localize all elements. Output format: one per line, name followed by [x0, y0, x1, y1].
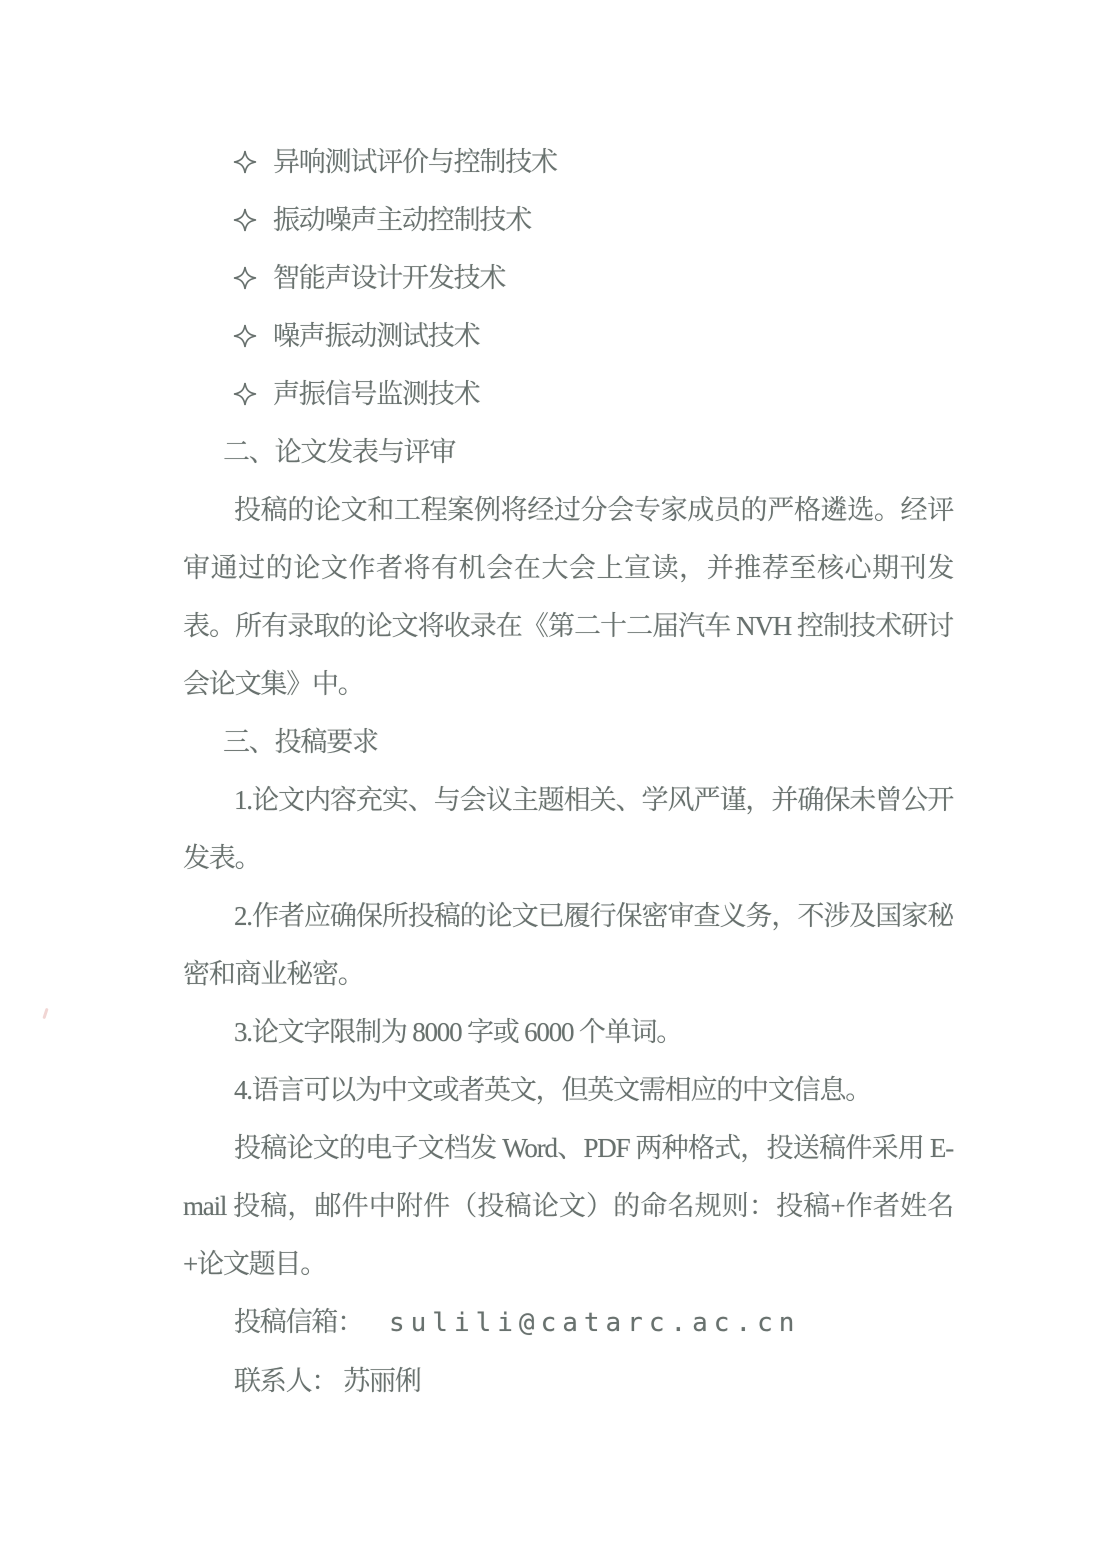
contact-row [183, 1352, 953, 1410]
requirement-item-3: 3.论文字限制为 8000 字或 6000 个单词。 [234, 1017, 683, 1047]
topic-item [183, 249, 953, 307]
topic-label: 智能声设计开发技术 [273, 263, 506, 293]
topic-label: 声振信号监测技术 [273, 379, 480, 409]
section-heading-review: 二、论文发表与评审 [223, 437, 456, 467]
topic-label: 噪声振动测试技术 [273, 321, 480, 351]
topic-item [183, 307, 953, 365]
topic-label: 异响测试评价与控制技术 [273, 147, 557, 177]
topic-item [183, 191, 953, 249]
section-heading-requirements: 三、投稿要求 [223, 727, 378, 757]
four-pointed-star-icon [233, 150, 257, 174]
four-pointed-star-icon [233, 266, 257, 290]
requirement-item-1: 1.论文内容充实、与会议主题相关、学风严谨，并确保未曾公开发表。 [183, 785, 953, 873]
topic-list [183, 133, 953, 423]
email-row [183, 1293, 953, 1352]
topic-item [183, 133, 953, 191]
requirement-item-2: 2.作者应确保所投稿的论文已履行保密审查义务，不涉及国家秘密和商业秘密。 [183, 901, 953, 989]
review-paragraph: 投稿的论文和工程案例将经过分会专家成员的严格遴选。经评审通过的论文作者将有机会在大会上宣读，并推荐至核心期刊发表。所有录取的论文将收录在《第二十二届汽车 NVH 控制技术研讨会论文集》中。 [183, 495, 953, 699]
contact-label: 联系人： [234, 1366, 338, 1396]
email-address: sulili@catarc.ac.cn [389, 1308, 801, 1338]
topic-label: 振动噪声主动控制技术 [273, 205, 531, 235]
email-label: 投稿信箱： [234, 1307, 363, 1337]
page [183, 133, 953, 1410]
topic-item [183, 365, 953, 423]
four-pointed-star-icon [233, 208, 257, 232]
scan-artifact [42, 1008, 48, 1019]
format-note: 投稿论文的电子文档发 Word、PDF 两种格式，投送稿件采用 E-mail 投稿，邮件中附件（投稿论文）的命名规则：投稿+作者姓名+论文题目。 [183, 1133, 953, 1279]
four-pointed-star-icon [233, 324, 257, 348]
requirement-item-4: 4.语言可以为中文或者英文，但英文需相应的中文信息。 [234, 1075, 872, 1105]
contact-name: 苏丽俐 [343, 1366, 421, 1396]
four-pointed-star-icon [233, 382, 257, 406]
